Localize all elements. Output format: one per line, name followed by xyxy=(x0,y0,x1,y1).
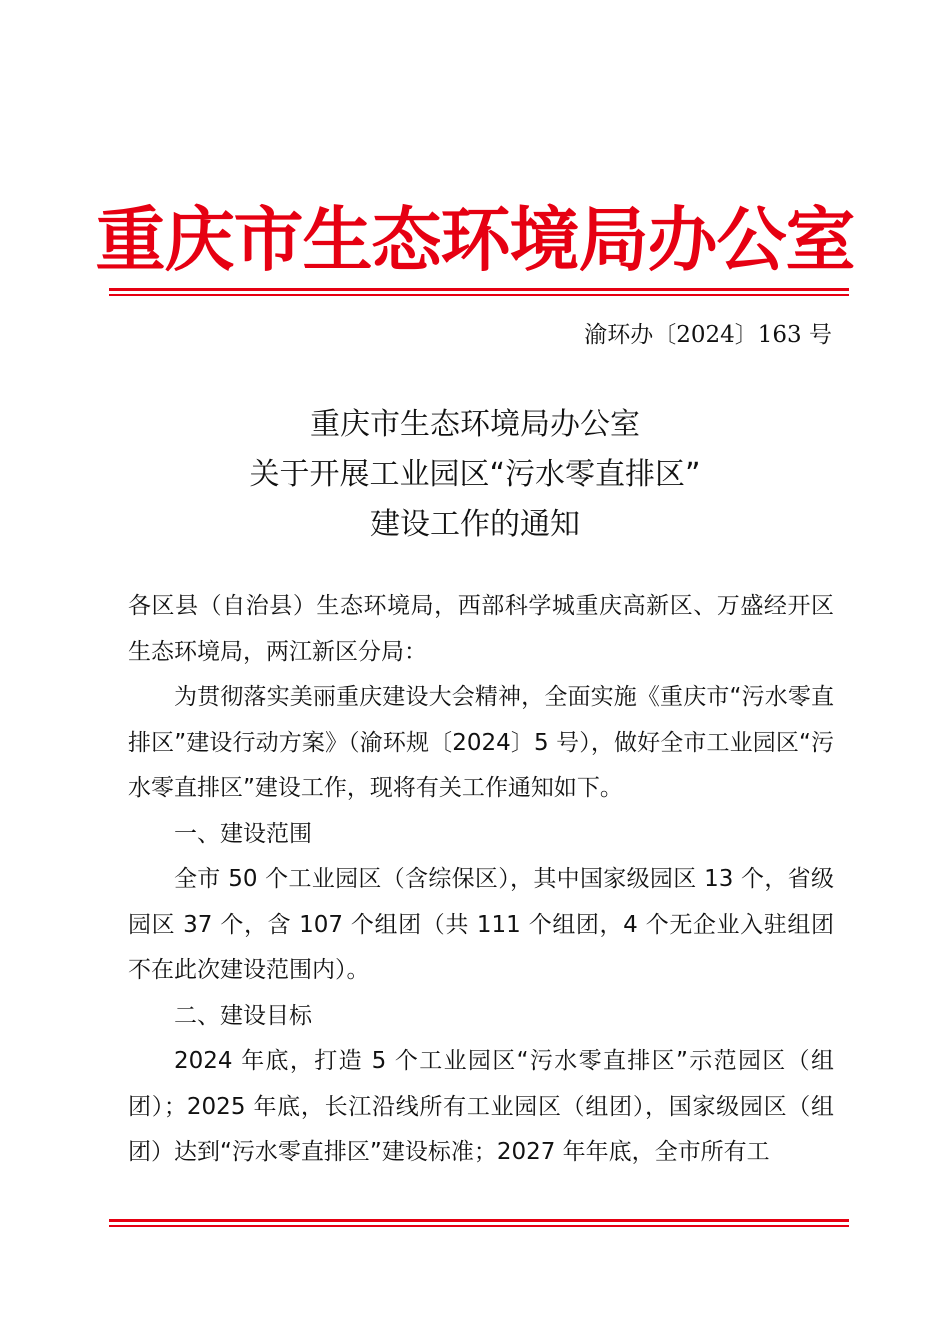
section-1-heading: 一、建设范围 xyxy=(174,820,312,847)
section-1-paragraph: 全市 50 个工业园区（含综保区），其中国家级园区 13 个，省级园区 37 个，含 107 个组团（共 111 个组团，4 个无企业入驻组团不在此次建设范围内）。 xyxy=(128,866,834,983)
notice-title xyxy=(0,400,950,550)
title-line-1: 重庆市生态环境局办公室 xyxy=(310,407,640,442)
title-line-3: 建设工作的通知 xyxy=(370,507,580,542)
document-number: 渝环办〔2024〕163 号 xyxy=(584,322,832,348)
addressee: 各区县（自治县）生态环境局，西部科学城重庆高新区、万盛经开区生态环境局，两江新区分局： xyxy=(128,593,834,665)
section-2-heading: 二、建设目标 xyxy=(174,1002,312,1029)
intro-paragraph: 为贯彻落实美丽重庆建设大会精神，全面实施《重庆市“污水零直排区”建设行动方案》（渝环规〔2024〕5 号），做好全市工业园区“污水零直排区”建设工作，现将有关工作通知如下。 xyxy=(128,684,834,801)
masthead-divider xyxy=(109,288,849,296)
footer-divider xyxy=(109,1219,849,1227)
masthead-title: 重庆市生态环境局办公室 xyxy=(95,199,855,281)
title-line-2: 关于开展工业园区“污水零直排区” xyxy=(249,457,701,492)
notice-body xyxy=(128,584,834,1176)
section-2-paragraph: 2024 年底，打造 5 个工业园区“污水零直排区”示范园区（组团）；2025 年底，长江沿线所有工业园区（组团），国家级园区（组团）达到“污水零直排区”建设标准；2027 年年底，全市所有工 xyxy=(128,1048,834,1165)
